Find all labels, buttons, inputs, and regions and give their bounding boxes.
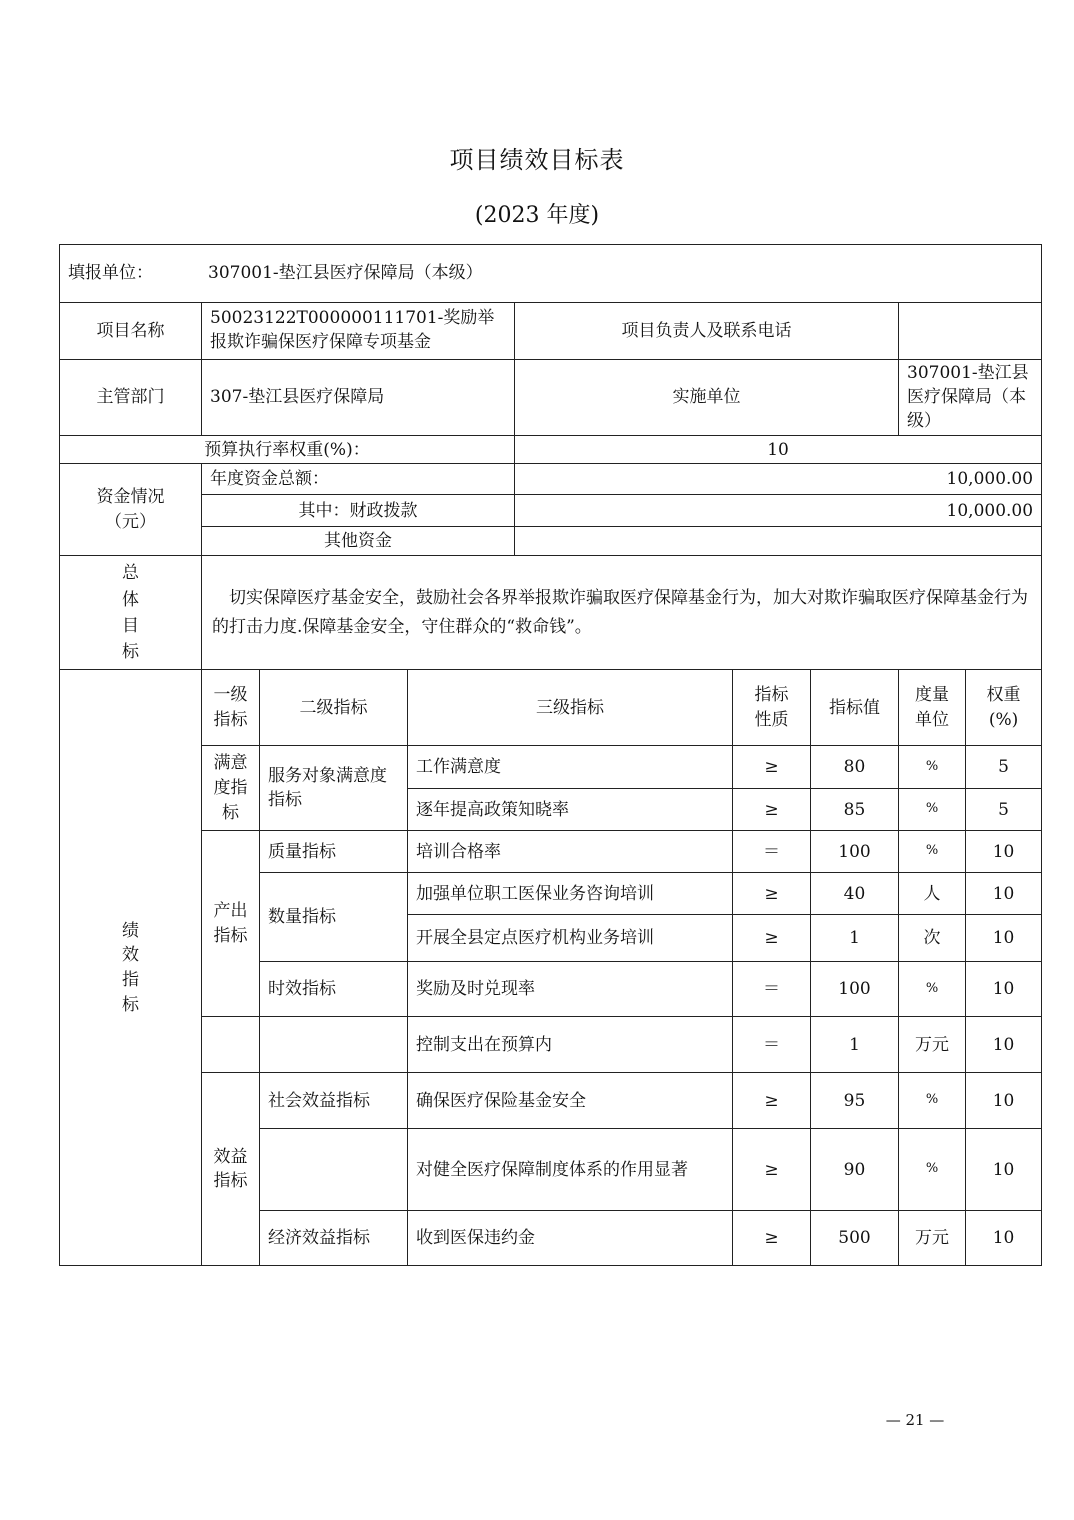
header-weight: 权重(%) [966,670,1042,746]
nature-cell: ≥ [733,789,811,831]
fiscal-label: 其中：财政拨款 [202,495,515,527]
group-satisfaction: 满意度指标 [202,746,260,831]
indicator-label-char: 标 [122,994,139,1015]
other-funds-value [515,527,1042,556]
value-cell: 80 [811,746,899,789]
funds-label-line2: （元） [105,511,156,532]
nature-cell: ≥ [733,915,811,962]
fiscal-value: 10,000.00 [515,495,1042,527]
level3-cell: 工作满意度 [408,746,733,789]
nature-cell: ≥ [733,1129,811,1211]
level2-cell [260,1017,408,1073]
funds-label [60,464,202,556]
level2-cell [260,1129,408,1211]
value-cell: 95 [811,1073,899,1129]
nature-cell: ≥ [733,1211,811,1266]
goal-label-char: 目 [122,615,139,636]
page-subtitle-year: (2023 年度) [474,203,600,228]
contact-value [899,303,1042,360]
unit-cell: 万元 [899,1211,966,1266]
project-name-label: 项目名称 [60,303,202,360]
group-benefit: 效益指标 [202,1073,260,1266]
weight-cell: 10 [966,1073,1042,1129]
page-number: — 21 — [885,1411,945,1429]
indicator-label-char: 绩 [122,920,139,941]
level3-cell: 开展全县定点医疗机构业务培训 [408,915,733,962]
value-cell: 100 [811,962,899,1017]
value-cell: 500 [811,1211,899,1266]
goal-label-char: 总 [122,563,139,584]
annual-total-value: 10,000.00 [515,464,1042,495]
value-cell: 85 [811,789,899,831]
header-unit: 度量单位 [899,670,966,746]
weight-cell: 10 [966,962,1042,1017]
level2-cell: 经济效益指标 [260,1211,408,1266]
level3-cell: 培训合格率 [408,831,733,873]
value-cell: 100 [811,831,899,873]
unit-cell: % [899,746,966,789]
nature-cell: ≥ [733,1073,811,1129]
header-level1: 一级指标 [202,670,260,746]
nature-cell: ＝ [733,831,811,873]
level3-cell: 奖励及时兑现率 [408,962,733,1017]
weight-cell: 10 [966,1211,1042,1266]
unit-cell: % [899,789,966,831]
reporting-unit-row [60,245,1042,303]
weight-cell: 10 [966,831,1042,873]
unit-cell: % [899,962,966,1017]
goal-label-char: 体 [122,589,139,610]
nature-cell: ≥ [733,873,811,915]
budget-weight-value: 10 [515,436,1042,464]
annual-total-label: 年度资金总额： [202,464,515,495]
header-level3: 三级指标 [408,670,733,746]
header-level2: 二级指标 [260,670,408,746]
overall-goal-text: 切实保障医疗基金安全，鼓励社会各界举报欺诈骗取医疗保障基金行为，加大对欺诈骗取医疗保障基金行为的打击力度.保障基金安全，守住群众的“救命钱”。 [202,556,1042,670]
page-title: 项目绩效目标表 [449,146,625,174]
funds-label-line1: 资金情况 [96,487,165,508]
impl-value: 307001-垫江县医疗保障局（本级） [899,360,1042,436]
level3-cell: 加强单位职工医保业务咨询培训 [408,873,733,915]
value-cell: 1 [811,915,899,962]
goal-label-char: 标 [122,642,139,663]
level2-cell: 服务对象满意度指标 [260,746,408,831]
other-funds-label: 其他资金 [202,527,515,556]
group-output: 产出指标 [202,831,260,1017]
unit-cell: 万元 [899,1017,966,1073]
weight-cell: 5 [966,789,1042,831]
performance-indicators-label [60,670,202,1266]
weight-cell: 10 [966,873,1042,915]
level2-cell: 数量指标 [260,873,408,962]
level1-empty-cell [202,1017,260,1073]
nature-cell: ＝ [733,1017,811,1073]
nature-cell: ≥ [733,746,811,789]
reporting-unit-value: 307001-垫江县医疗保障局（本级） [208,263,483,284]
value-cell: 90 [811,1129,899,1211]
value-cell: 1 [811,1017,899,1073]
performance-target-table [59,244,1042,1266]
project-name-value: 50023122T000000111701-奖励举报欺诈骗保医疗保障专项基金 [202,303,515,360]
unit-cell: % [899,831,966,873]
dept-label: 主管部门 [60,360,202,436]
level3-cell: 确保医疗保险基金安全 [408,1073,733,1129]
reporting-unit-label: 填报单位： [68,263,153,284]
dept-value: 307-垫江县医疗保障局 [202,360,515,436]
weight-cell: 10 [966,915,1042,962]
weight-cell: 5 [966,746,1042,789]
level2-cell: 时效指标 [260,962,408,1017]
level2-cell: 质量指标 [260,831,408,873]
weight-cell: 10 [966,1129,1042,1211]
level3-cell: 对健全医疗保障制度体系的作用显著 [408,1129,733,1211]
level2-cell: 社会效益指标 [260,1073,408,1129]
level3-cell: 收到医保违约金 [408,1211,733,1266]
header-nature: 指标性质 [733,670,811,746]
unit-cell: % [899,1129,966,1211]
header-value: 指标值 [811,670,899,746]
impl-label: 实施单位 [515,360,899,436]
overall-goal-label [60,556,202,670]
weight-cell: 10 [966,1017,1042,1073]
unit-cell: 人 [899,873,966,915]
value-cell: 40 [811,873,899,915]
nature-cell: ＝ [733,962,811,1017]
contact-label: 项目负责人及联系电话 [515,303,899,360]
indicator-label-char: 指 [122,969,139,990]
level3-cell: 逐年提高政策知晓率 [408,789,733,831]
level3-cell: 控制支出在预算内 [408,1017,733,1073]
unit-cell: 次 [899,915,966,962]
unit-cell: % [899,1073,966,1129]
budget-weight-label: 预算执行率权重(%)： [60,436,515,464]
indicator-label-char: 效 [122,945,139,966]
